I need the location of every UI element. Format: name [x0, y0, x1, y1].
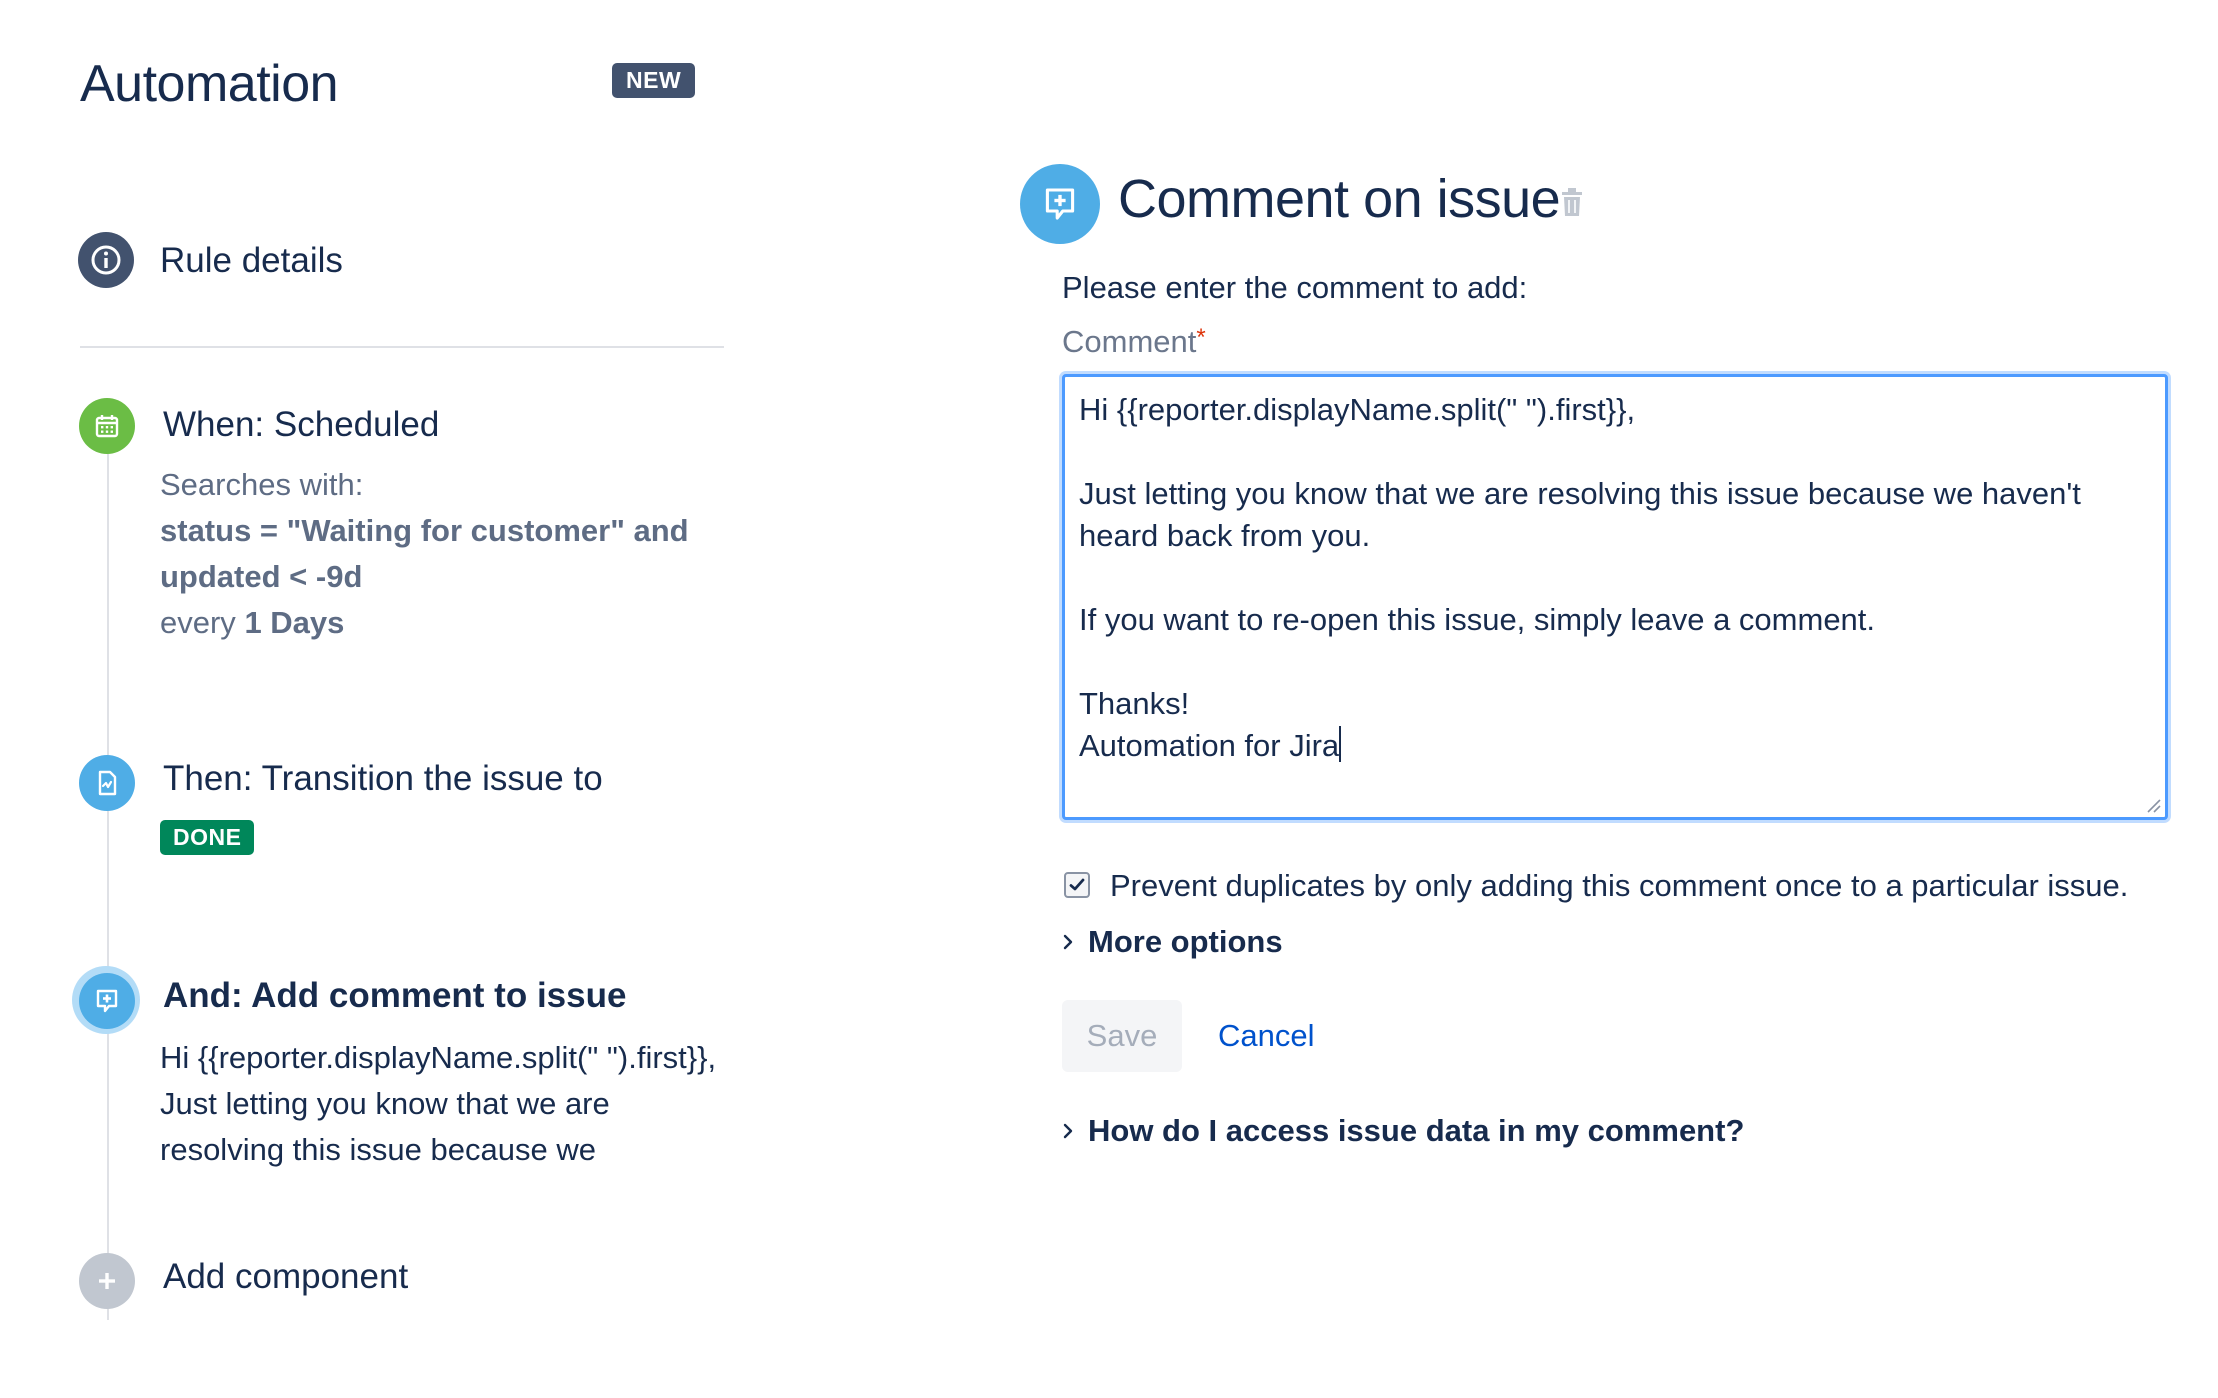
jql-query-line2: updated < -9d	[160, 559, 363, 594]
status-lozenge: DONE	[160, 820, 254, 855]
chevron-right-icon	[1062, 933, 1074, 951]
timeline-connector	[107, 440, 109, 1320]
more-options-label: More options	[1088, 924, 1283, 959]
comment-preview: Hi {{reporter.displayName.split(" ").first}}, Just letting you know that we are resolving this issue because we	[160, 1040, 717, 1167]
add-component-button[interactable]: Add component	[163, 1257, 409, 1296]
more-options-toggle[interactable]	[1062, 924, 1283, 960]
info-icon[interactable]	[78, 232, 134, 288]
help-link-label: How do I access issue data in my comment?	[1088, 1113, 1745, 1148]
resize-grip-icon[interactable]	[2145, 797, 2161, 813]
comment-text: Hi {{reporter.displayName.split(" ").first}}, Just letting you know that we are resolving this issue because we haven't heard back from you. If you want to re-open this issue, simply leave a comment. Thanks! Automation for Jira	[1079, 392, 2081, 763]
trash-icon[interactable]	[1560, 186, 1584, 223]
comment-label-text: Comment	[1062, 324, 1197, 359]
chevron-right-icon	[1062, 1122, 1074, 1140]
help-expander[interactable]	[1062, 1113, 1744, 1149]
panel-title: Comment on issue	[1118, 169, 1561, 229]
page-title: Automation	[80, 55, 339, 113]
cancel-button[interactable]: Cancel	[1218, 1018, 1315, 1053]
action-step-title[interactable]: Then: Transition the issue to	[163, 759, 603, 798]
save-button[interactable]: Save	[1062, 1000, 1182, 1072]
rule-sidebar	[0, 0, 740, 1398]
text-caret	[1339, 726, 1341, 762]
comment-icon	[1020, 164, 1100, 244]
searches-label: Searches with:	[160, 467, 364, 502]
checkmark-icon	[1068, 876, 1086, 894]
divider	[80, 346, 724, 348]
every-label: every	[160, 605, 236, 640]
comment-textarea[interactable]	[1062, 374, 2168, 820]
new-badge: NEW	[612, 63, 695, 98]
selected-action-title[interactable]: And: Add comment to issue	[163, 976, 627, 1015]
prevent-duplicates-label[interactable]: Prevent duplicates by only adding this comment once to a particular issue.	[1110, 868, 2129, 903]
comment-icon[interactable]	[79, 973, 135, 1029]
required-marker: *	[1196, 324, 1206, 351]
trigger-step-description	[160, 462, 740, 646]
prevent-duplicates-checkbox[interactable]	[1064, 872, 1090, 898]
comment-prompt: Please enter the comment to add:	[1062, 270, 1528, 305]
calendar-icon[interactable]	[79, 398, 135, 454]
schedule-frequency: 1 Days	[244, 605, 345, 640]
comment-field-label	[1062, 324, 1206, 360]
plus-icon[interactable]	[79, 1253, 135, 1309]
trigger-step-title[interactable]: When: Scheduled	[163, 405, 440, 444]
jql-query-line1: status = "Waiting for customer" and	[160, 513, 689, 548]
rule-details-link[interactable]: Rule details	[160, 241, 343, 280]
transition-icon[interactable]	[79, 755, 135, 811]
